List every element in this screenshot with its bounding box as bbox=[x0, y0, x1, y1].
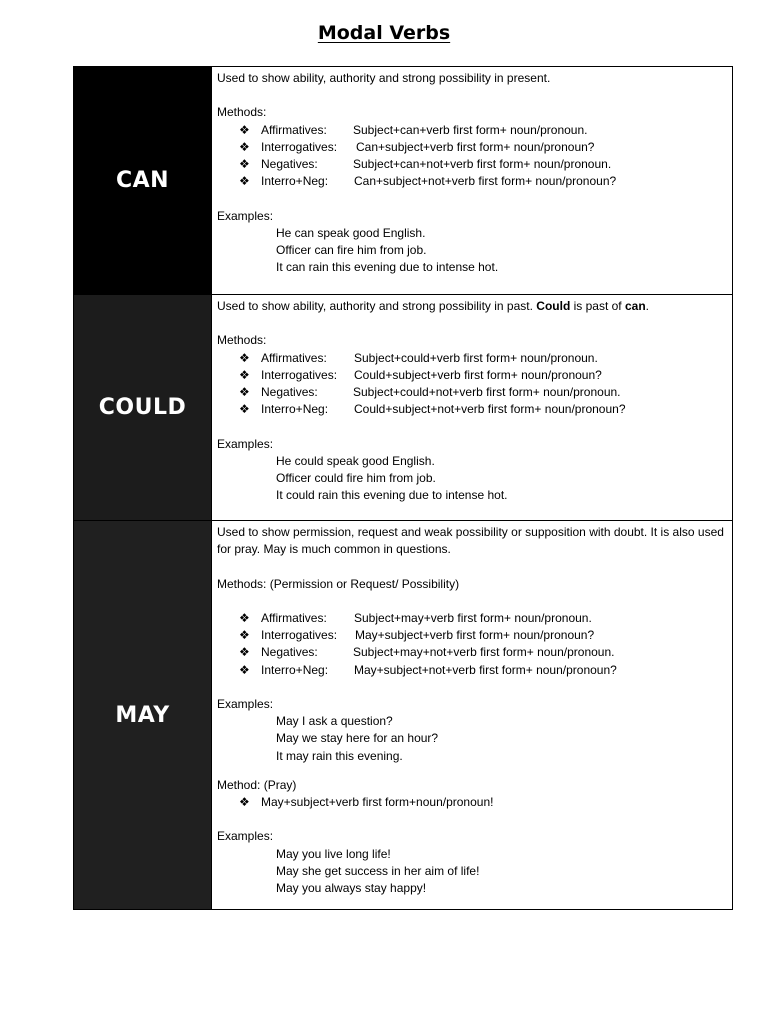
example: It could rain this evening due to intense hot. bbox=[276, 488, 508, 503]
method-item: ❖ Affirmatives: Subject+may+verb first form+ noun/pronoun. bbox=[217, 610, 726, 627]
description: Used to show ability, authority and strong possibility in present. bbox=[217, 71, 551, 85]
description: Used to show permission, request and weak possibility or supposition with doubt. It is also used for pray. May is much common in questions. bbox=[217, 525, 724, 557]
example: May you live long life! bbox=[276, 846, 391, 861]
method-item: ❖ Negatives: Subject+may+not+verb first form+ noun/pronoun. bbox=[217, 644, 726, 661]
bullet-icon: ❖ bbox=[239, 122, 250, 137]
example: Officer could fire him from job. bbox=[276, 471, 436, 485]
bullet-icon: ❖ bbox=[239, 139, 250, 154]
label-may: MAY bbox=[74, 521, 211, 909]
method-item: ❖ Affirmatives: Subject+can+verb first form+ noun/pronoun. bbox=[217, 122, 726, 139]
example: May we stay here for an hour? bbox=[276, 731, 439, 746]
example: May she get success in her aim of life! bbox=[276, 863, 480, 878]
row-could bbox=[74, 294, 732, 520]
example: It can rain this evening due to intense hot. bbox=[276, 260, 499, 275]
bullet-icon: ❖ bbox=[239, 645, 250, 660]
method-item: ❖ Interro+Neg: Can+subject+not+verb first form+ noun/pronoun? bbox=[217, 173, 726, 190]
examples-heading: Examples: bbox=[217, 436, 274, 451]
bullet-icon: ❖ bbox=[239, 385, 250, 399]
method-item: ❖ Interrogatives: Could+subject+verb first form+ noun/pronoun? bbox=[217, 367, 726, 384]
method-item: ❖ Negatives: Subject+could+not+verb first form+ noun/pronoun. bbox=[217, 384, 726, 401]
bullet-icon: ❖ bbox=[239, 628, 250, 643]
examples-heading: Examples: bbox=[217, 208, 274, 223]
methods-heading: Methods: (Permission or Request/ Possibility) bbox=[217, 576, 460, 591]
label-can: CAN bbox=[74, 67, 211, 294]
bullet-icon: ❖ bbox=[239, 795, 250, 809]
description: Used to show ability, authority and strong possibility in past. Could is past of can. bbox=[217, 299, 650, 313]
content-could bbox=[211, 295, 732, 520]
bullet-icon: ❖ bbox=[239, 367, 250, 382]
method-item: ❖ Interrogatives: May+subject+verb first form+ noun/pronoun? bbox=[217, 627, 726, 644]
content-may bbox=[211, 521, 732, 909]
example: He could speak good English. bbox=[276, 453, 435, 468]
method-item: ❖ Negatives: Subject+can+not+verb first form+ noun/pronoun. bbox=[217, 156, 726, 173]
example: Officer can fire him from job. bbox=[276, 243, 427, 257]
method-item: ❖ Interrogatives: Can+subject+verb first form+ noun/pronoun? bbox=[217, 139, 726, 156]
content-can bbox=[211, 67, 732, 294]
row-may bbox=[74, 520, 732, 909]
bullet-icon: ❖ bbox=[239, 610, 250, 625]
methods-heading: Methods: bbox=[217, 105, 267, 120]
methods-heading: Methods: bbox=[217, 333, 267, 348]
modal-verbs-table bbox=[73, 66, 733, 910]
method-item: ❖ Affirmatives: Subject+could+verb first form+ noun/pronoun. bbox=[217, 350, 726, 367]
method-item: ❖ Interro+Neg: May+subject+not+verb first form+ noun/pronoun? bbox=[217, 662, 726, 679]
method-item: ❖ Interro+Neg: Could+subject+not+verb first form+ noun/pronoun? bbox=[217, 401, 726, 418]
example: May I ask a question? bbox=[276, 714, 393, 729]
label-could: COULD bbox=[74, 295, 211, 520]
row-can bbox=[74, 67, 732, 294]
page-title: Modal Verbs bbox=[317, 22, 451, 44]
bullet-icon: ❖ bbox=[239, 662, 250, 677]
example: It may rain this evening. bbox=[276, 748, 403, 763]
pray-method-item: ❖ May+subject+verb first form+noun/pronoun! bbox=[217, 794, 726, 811]
example: He can speak good English. bbox=[276, 225, 426, 240]
example: May you always stay happy! bbox=[276, 881, 427, 895]
pray-examples-heading: Examples: bbox=[217, 829, 274, 844]
pray-heading: Method: (Pray) bbox=[217, 777, 297, 792]
bullet-icon: ❖ bbox=[239, 174, 250, 189]
examples-heading: Examples: bbox=[217, 696, 274, 711]
bullet-icon: ❖ bbox=[239, 157, 250, 171]
bullet-icon: ❖ bbox=[239, 350, 250, 365]
bullet-icon: ❖ bbox=[239, 402, 250, 417]
